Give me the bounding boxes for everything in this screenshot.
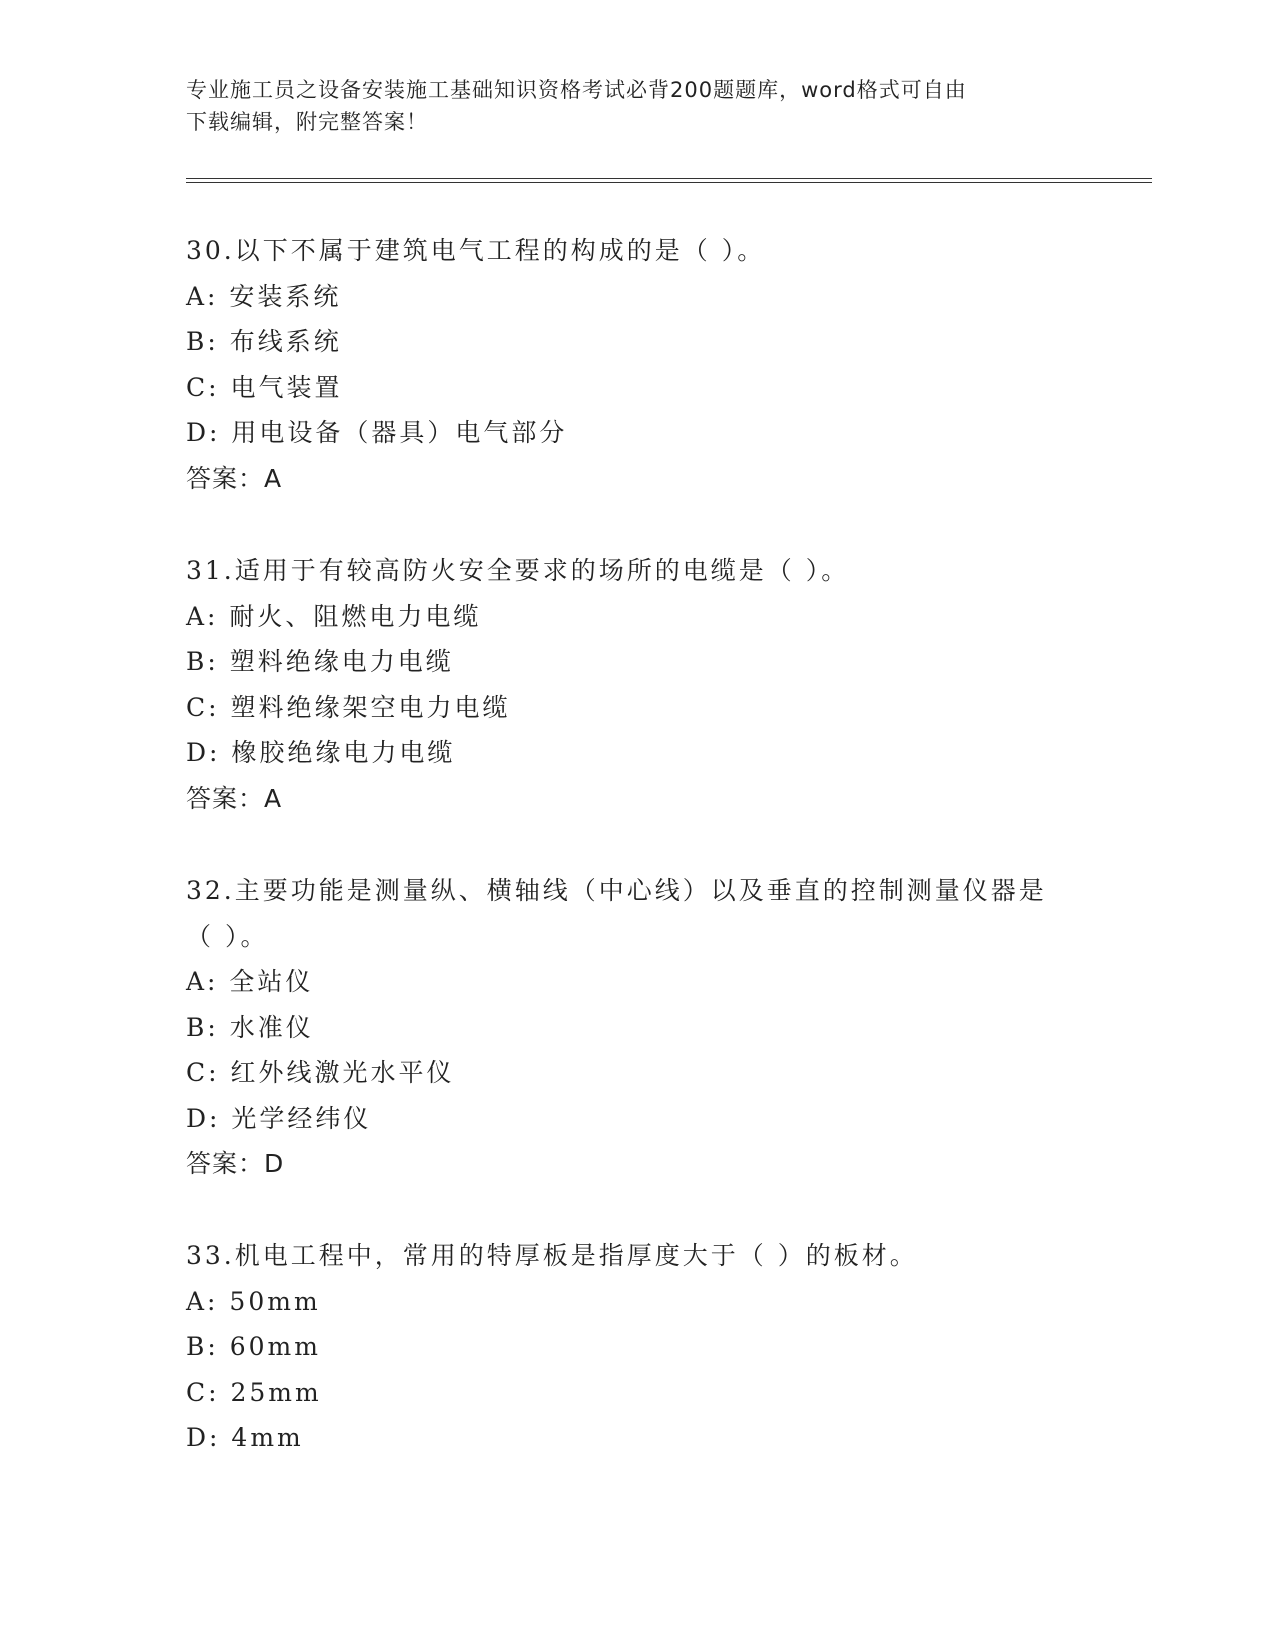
question-stem: 33.机电工程中，常用的特厚板是指厚度大于（ ）的板材。 [186,1241,918,1270]
option-b: B: 塑料绝缘电力电缆 [186,647,454,676]
header-line-2: 下载编辑，附完整答案！ [186,110,428,134]
option-b: B: 水准仪 [186,1012,314,1042]
option-d: D: 光学经纬仪 [186,1103,372,1133]
option-d: D: 用电设备（器具）电气部分 [186,418,568,447]
option-b: B: 布线系统 [186,327,342,356]
question-31 [186,548,1086,821]
option-d: D: 橡胶绝缘电力电缆 [186,738,456,767]
document-header [186,74,1066,138]
option-a: A: 耐火、阻燃电力电缆 [186,601,482,631]
question-stem: 31.适用于有较高防火安全要求的场所的电缆是（ ）。 [186,556,850,585]
header-line-1: 专业施工员之设备安装施工基础知识资格考试必背200题题库，word格式可自由 [186,78,967,102]
question-30 [186,228,1086,501]
option-d: D: 4mm [186,1423,304,1452]
option-c: C: 红外线激光水平仪 [186,1058,455,1087]
question-32 [186,868,1086,1187]
option-c: C: 塑料绝缘架空电力电缆 [186,692,511,722]
option-c: C: 25mm [186,1377,322,1407]
option-b: B: 60mm [186,1332,321,1361]
option-a: A: 50mm [186,1286,321,1316]
question-33 [186,1233,1086,1461]
option-c: C: 电气装置 [186,372,343,402]
question-stem: 32.主要功能是测量纵、横轴线（中心线）以及垂直的控制测量仪器是 [186,876,1047,905]
option-a: A: 安装系统 [186,281,342,311]
answer: 答案：A [186,463,283,493]
answer: 答案：D [186,1149,285,1178]
header-rule-bottom [186,182,1152,183]
answer: 答案：A [186,783,283,813]
option-a: A: 全站仪 [186,967,314,996]
question-stem-continued: （ ）。 [186,921,269,951]
header-rule-top [186,178,1152,179]
question-stem: 30.以下不属于建筑电气工程的构成的是（ ）。 [186,236,766,265]
